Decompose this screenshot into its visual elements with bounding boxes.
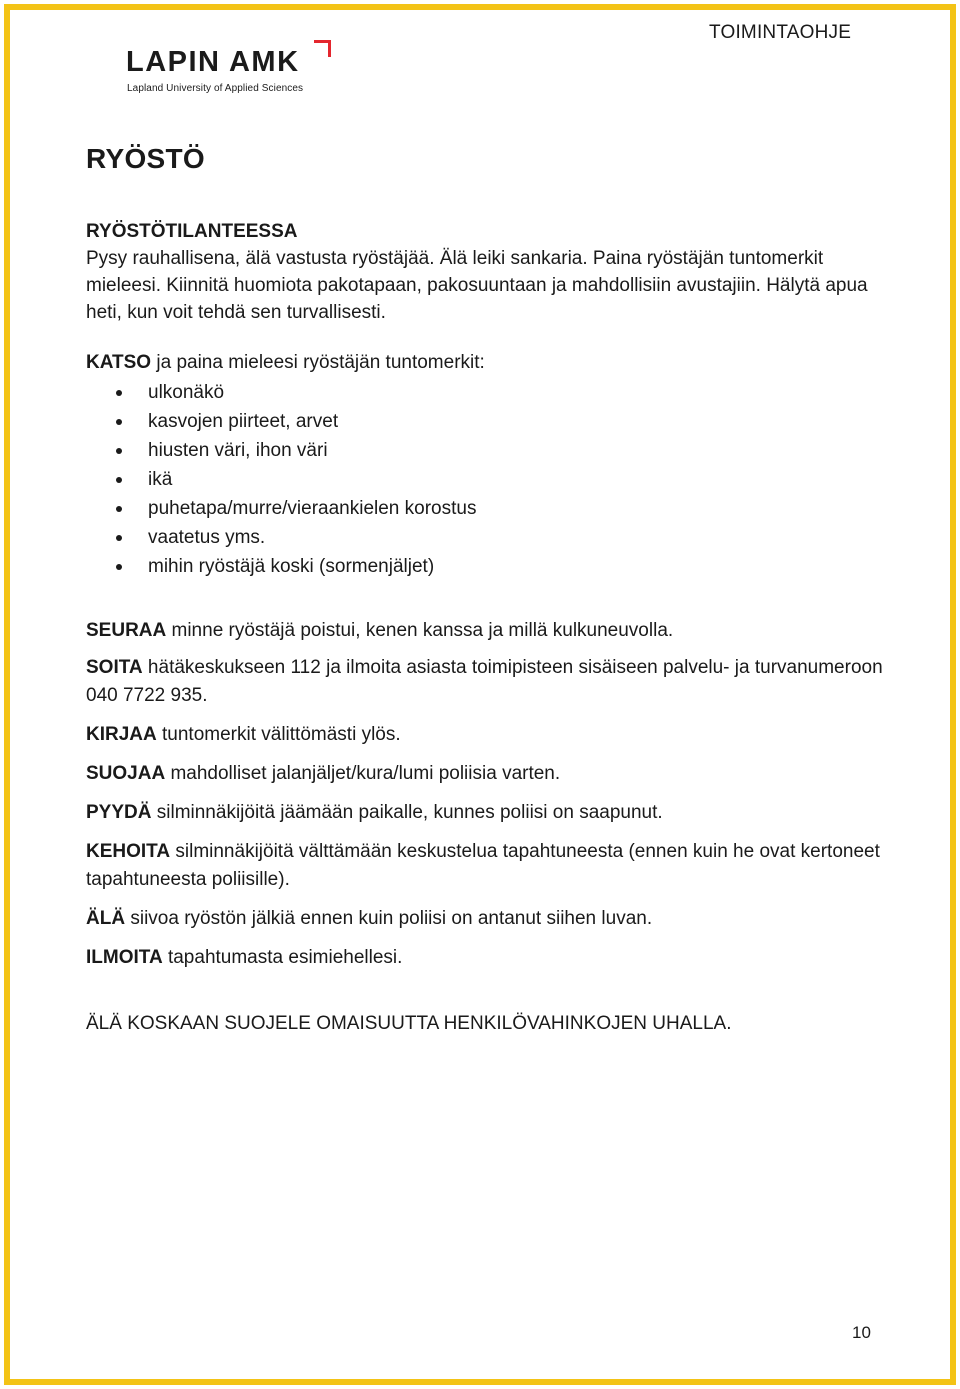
instruction-suojaa xyxy=(86,760,886,788)
instruction-ilmoita xyxy=(86,944,886,972)
instruction-text: silminnäkijöitä välttämään keskustelua tapahtuneesta (ennen kuin he ovat kertoneet tapahtuneesta poliisille). xyxy=(86,841,880,890)
instruction-keyword: SUOJAA xyxy=(86,763,166,784)
instruction-text: mahdolliset jalanjäljet/kura/lumi poliisia varten. xyxy=(165,763,561,784)
list-item xyxy=(86,436,886,465)
list-item xyxy=(86,407,886,436)
instruction-text: minne ryöstäjä poistui, kenen kanssa ja millä kulkuneuvolla. xyxy=(166,620,674,641)
list-item-text: vaatetus yms. xyxy=(148,527,266,548)
instruction-pyyda xyxy=(86,799,886,827)
bullet-icon xyxy=(116,535,122,541)
page-title: RYÖSTÖ xyxy=(86,143,205,174)
page-number: 10 xyxy=(852,1323,871,1342)
situation-text: Pysy rauhallisena, älä vastusta ryöstäjää. Älä leiki sankaria. Paina ryöstäjän tuntomerkit mieleesi. Kiinnitä huomiota pakotapaan, pakosuuntaan ja mahdollisiin avustajiin. Hälytä apua heti, kun voit tehdä sen turvallisesti. xyxy=(86,248,868,323)
instruction-ala xyxy=(86,905,886,933)
instruction-keyword: ÄLÄ xyxy=(86,908,126,929)
bullet-icon xyxy=(116,564,122,570)
instruction-text: silminnäkijöitä jäämään paikalle, kunnes poliisi on saapunut. xyxy=(151,802,663,823)
katso-keyword: KATSO xyxy=(86,352,152,373)
features-list xyxy=(86,378,886,581)
document-body xyxy=(86,140,886,1037)
bullet-icon xyxy=(116,477,122,483)
instruction-keyword: ILMOITA xyxy=(86,947,163,968)
bullet-icon xyxy=(116,448,122,454)
list-item xyxy=(86,378,886,407)
katso-line xyxy=(86,349,886,376)
bullet-icon xyxy=(116,506,122,512)
list-item-text: puhetapa/murre/vieraankielen korostus xyxy=(148,498,477,519)
lapin-amk-logo xyxy=(124,38,334,98)
instruction-kirjaa xyxy=(86,721,886,749)
instruction-text: siivoa ryöstön jälkiä ennen kuin poliisi on antanut siihen luvan. xyxy=(125,908,653,929)
list-item xyxy=(86,523,886,552)
katso-text: ja paina mieleesi ryöstäjän tuntomerkit: xyxy=(151,352,485,373)
instruction-text: tapahtumasta esimiehellesi. xyxy=(162,947,403,968)
logo-wordmark: LAPIN AMK xyxy=(126,46,300,78)
list-item-text: hiusten väri, ihon väri xyxy=(148,440,328,461)
instruction-keyword: KEHOITA xyxy=(86,841,171,862)
list-item xyxy=(86,552,886,581)
instruction-keyword: PYYDÄ xyxy=(86,802,152,823)
instruction-seuraa xyxy=(86,617,886,645)
list-item xyxy=(86,465,886,494)
list-item xyxy=(86,494,886,523)
bullet-icon xyxy=(116,419,122,425)
list-item-text: kasvojen piirteet, arvet xyxy=(148,411,339,432)
instruction-soita xyxy=(86,654,886,710)
final-warning: ÄLÄ KOSKAAN SUOJELE OMAISUUTTA HENKILÖVAHINKOJEN UHALLA. xyxy=(86,1013,732,1034)
logo-corner-mark-icon xyxy=(314,40,331,57)
instruction-keyword: KIRJAA xyxy=(86,724,157,745)
list-item-text: ulkonäkö xyxy=(148,382,225,403)
instruction-text: hätäkeskukseen 112 ja ilmoita asiasta toimipisteen sisäiseen palvelu- ja turvanumeroon 040 7722 935. xyxy=(86,657,883,706)
instruction-text: tuntomerkit välittömästi ylös. xyxy=(156,724,401,745)
list-item-text: ikä xyxy=(148,469,173,490)
instruction-keyword: SOITA xyxy=(86,657,143,678)
bullet-icon xyxy=(116,390,122,396)
instruction-kehoita xyxy=(86,838,886,894)
document-type-label: TOIMINTAOHJE xyxy=(709,22,852,43)
situation-heading: RYÖSTÖTILANTEESSA xyxy=(86,221,298,242)
list-item-text: mihin ryöstäjä koski (sormenjäljet) xyxy=(148,556,435,577)
logo-subtitle: Lapland University of Applied Sciences xyxy=(127,83,304,94)
instruction-keyword: SEURAA xyxy=(86,620,167,641)
